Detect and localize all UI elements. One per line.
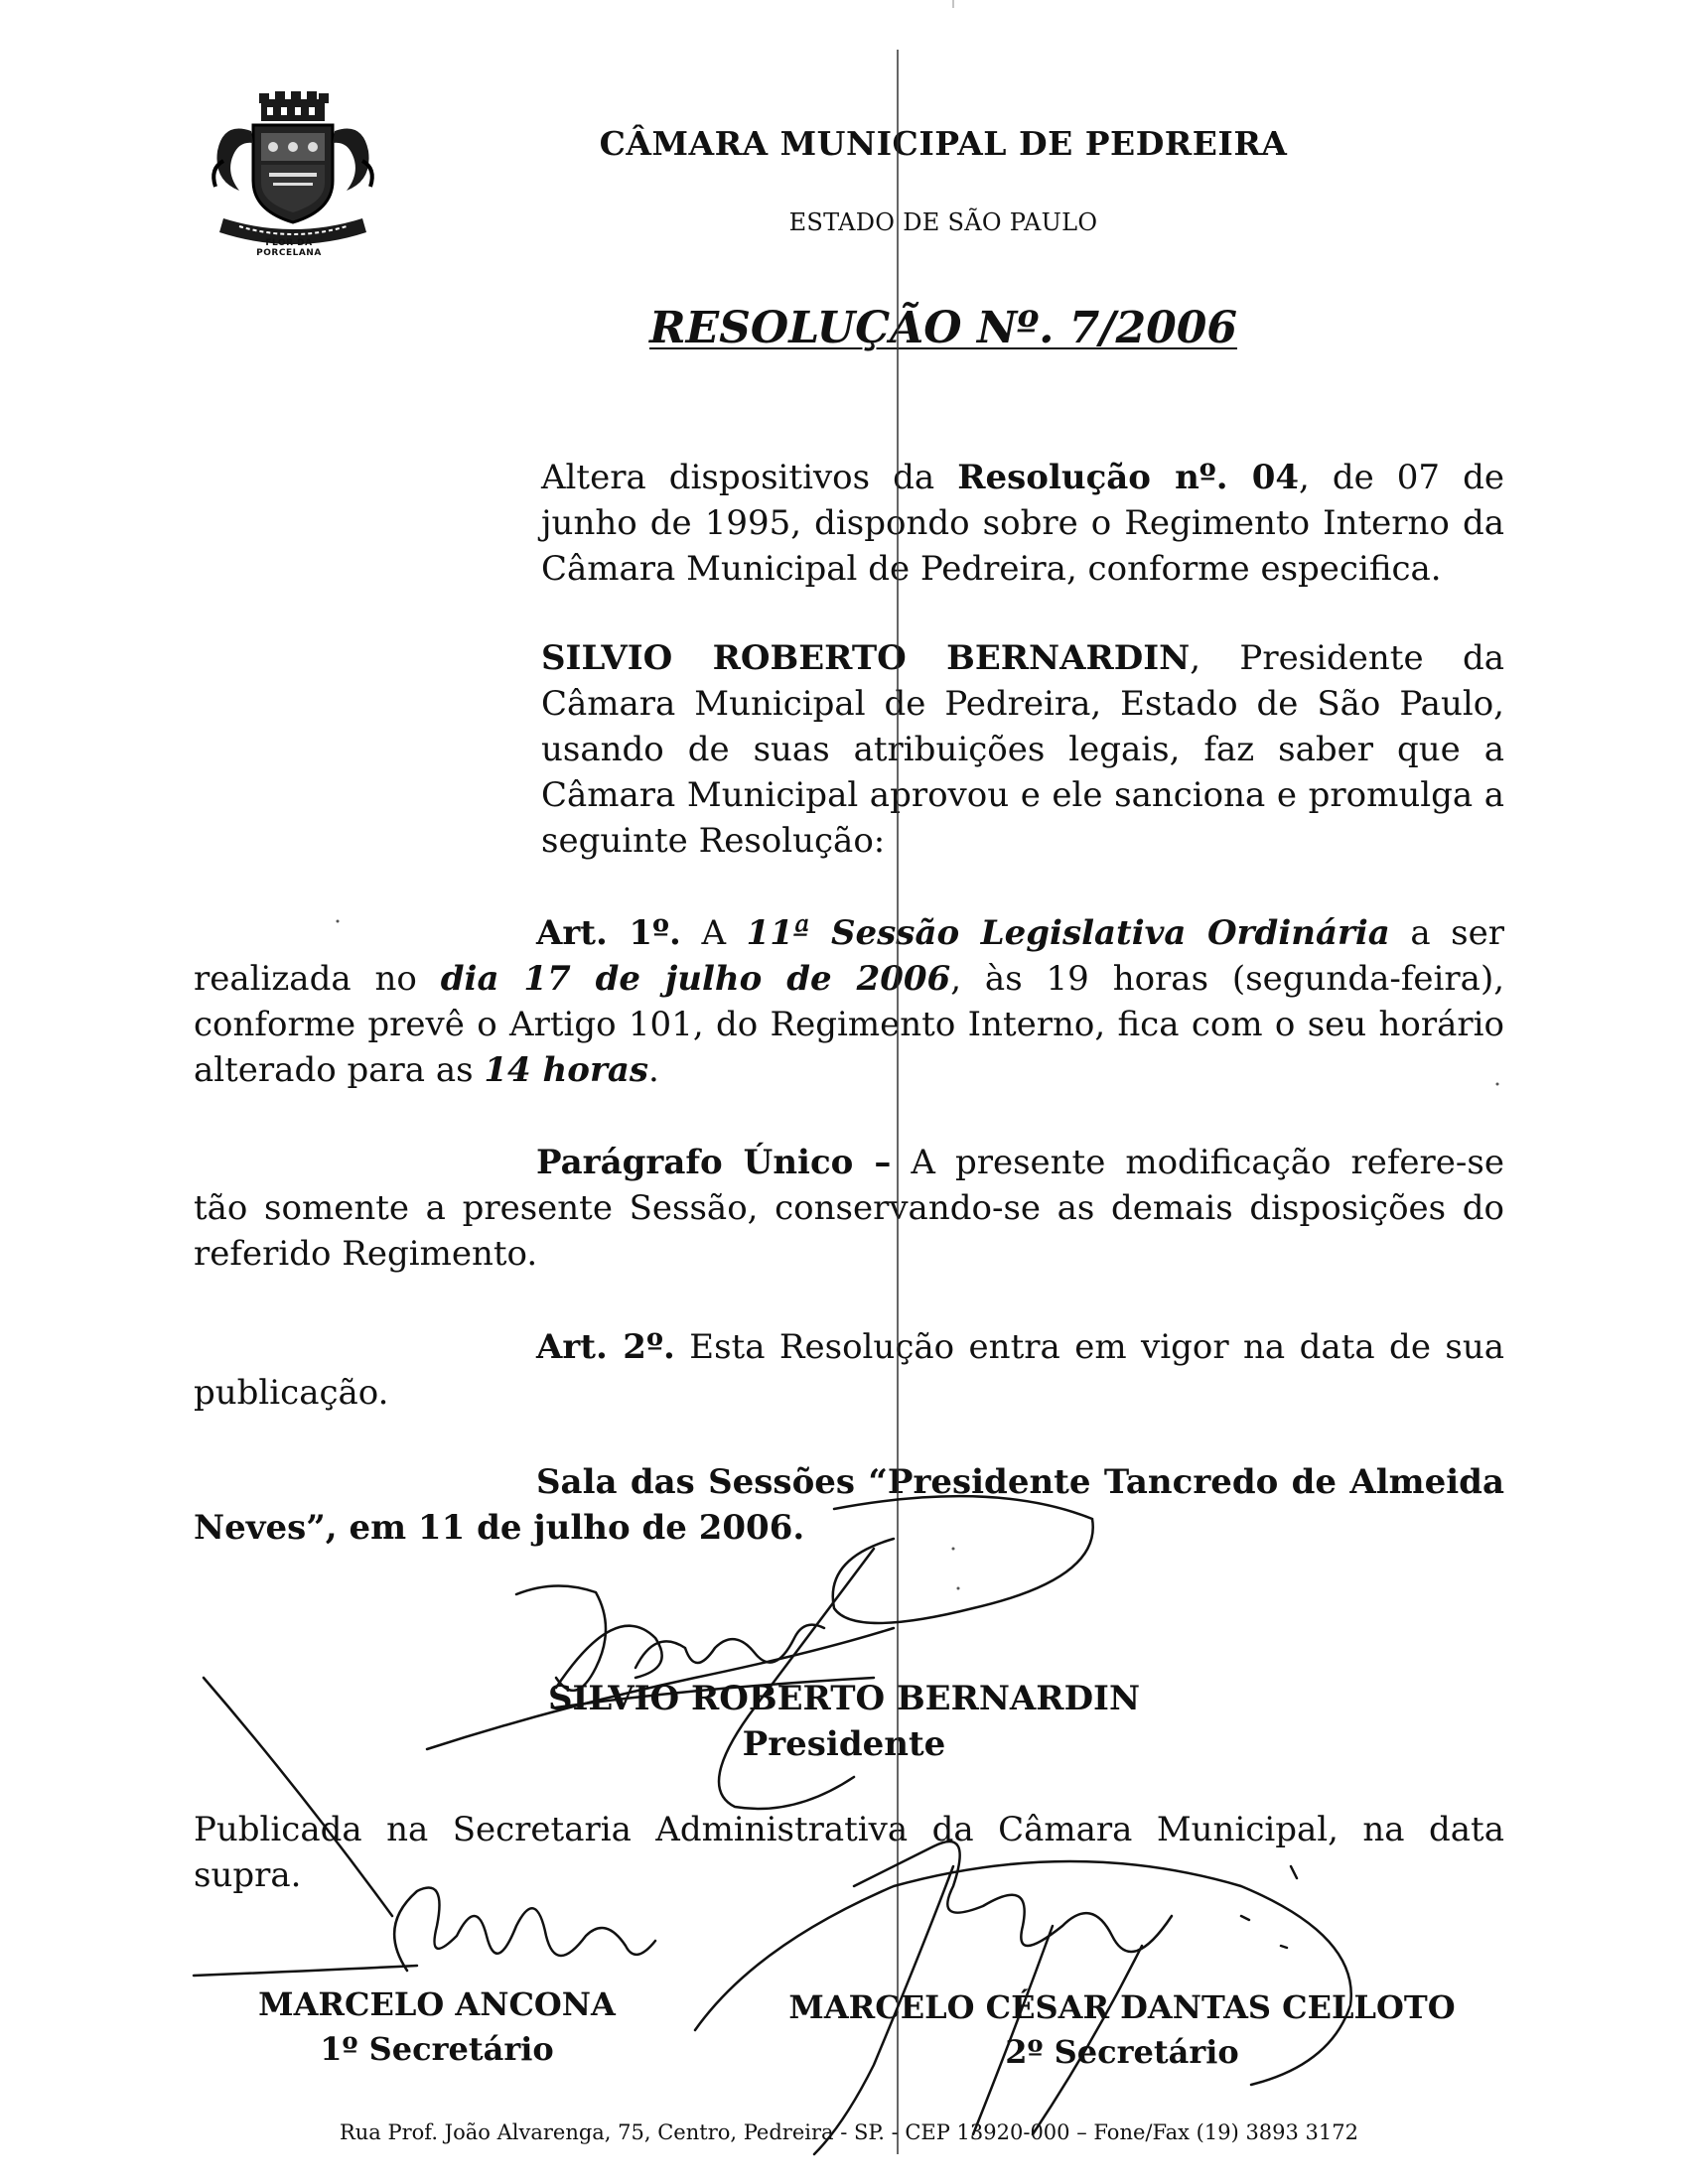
president-signature-name: SILVIO ROBERTO BERNARDIN xyxy=(547,1679,1141,1718)
crest-caption-line2: PORCELANA xyxy=(256,248,322,258)
publication-note xyxy=(194,1807,1504,1898)
organization-name: CÂMARA MUNICIPAL DE PEDREIRA xyxy=(599,124,1288,163)
second-secretary-role: 2º Secretário xyxy=(1005,2033,1239,2071)
preamble-text: , Presidente da Câmara Municipal de Pedreira, Estado de São Paulo, usando de suas atribuições legais, faz saber que a Câmara Municipal aprovou e ele sanciona e promulga a seguinte Resolução: xyxy=(541,638,1504,861)
session-hall-dateline: Sala das Sessões “Presidente Tancredo de Almeida Neves”, em 11 de julho de 2006. xyxy=(194,1462,1504,1548)
article-1-new-time: 14 horas xyxy=(484,1050,649,1090)
preamble-paragraph xyxy=(541,635,1504,864)
resolution-title xyxy=(536,303,1350,353)
first-secretary-role: 1º Secretário xyxy=(320,2030,554,2068)
article-1-text-1: A xyxy=(680,913,747,953)
ementa-resolution-ref: Resolução nº. 04 xyxy=(957,458,1300,497)
second-secretary-name: MARCELO CÉSAR DANTAS CELLOTO xyxy=(788,1988,1456,2026)
ementa-text-2: , de 07 de junho de 1995, dispondo sobre o Regimento Interno da Câmara Municipal de Pedreira, conforme especifica. xyxy=(541,458,1505,589)
organization-state: ESTADO DE SÃO PAULO xyxy=(788,208,1098,236)
president-signature-role: Presidente xyxy=(742,1724,946,1764)
article-1-text-3: , às 19 horas (segunda-feira), conforme prevê o Artigo 101, do Regimento Interno, fica com o seu horário alterado para as xyxy=(194,959,1505,1090)
publication-note-text: Publicada na Secretaria Administrativa da Câmara Municipal, na data supra. xyxy=(194,1810,1504,1895)
article-2-label: Art. 2º. xyxy=(536,1327,675,1367)
article-1-date: dia 17 de julho de 2006 xyxy=(440,959,951,999)
sole-paragraph xyxy=(194,1140,1504,1277)
article-2-text: Esta Resolução entra em vigor na data de sua publicação. xyxy=(194,1327,1505,1413)
article-1-label: Art. 1º. xyxy=(536,913,681,953)
article-2 xyxy=(194,1324,1504,1416)
article-1 xyxy=(194,910,1504,1093)
first-secretary-name: MARCELO ANCONA xyxy=(258,1985,616,2023)
article-1-text-4: . xyxy=(648,1050,659,1090)
ementa-paragraph xyxy=(541,455,1504,592)
sole-paragraph-label: Parágrafo Único – xyxy=(536,1143,892,1182)
crest-caption xyxy=(234,238,344,258)
article-1-session: 11ª Sessão Legislativa Ordinária xyxy=(746,913,1390,953)
sole-paragraph-text: A presente modificação refere-se tão somente a presente Sessão, conservando-se as demais disposições do referido Regimento. xyxy=(194,1143,1504,1274)
footer-address: Rua Prof. João Alvarenga, 75, Centro, Pedreira - SP. - CEP 13920-000 – Fone/Fax (19) 3893 3172 xyxy=(339,2120,1359,2144)
ementa-text-1: Altera dispositivos da xyxy=(541,458,958,497)
crest-caption-line1: FLOR DA xyxy=(265,238,313,248)
president-name-inline: SILVIO ROBERTO BERNARDIN xyxy=(541,638,1191,678)
resolution-title-text: RESOLUÇÃO Nº. 7/2006 xyxy=(649,303,1237,353)
article-1-text-2: a ser realizada no xyxy=(194,913,1505,999)
